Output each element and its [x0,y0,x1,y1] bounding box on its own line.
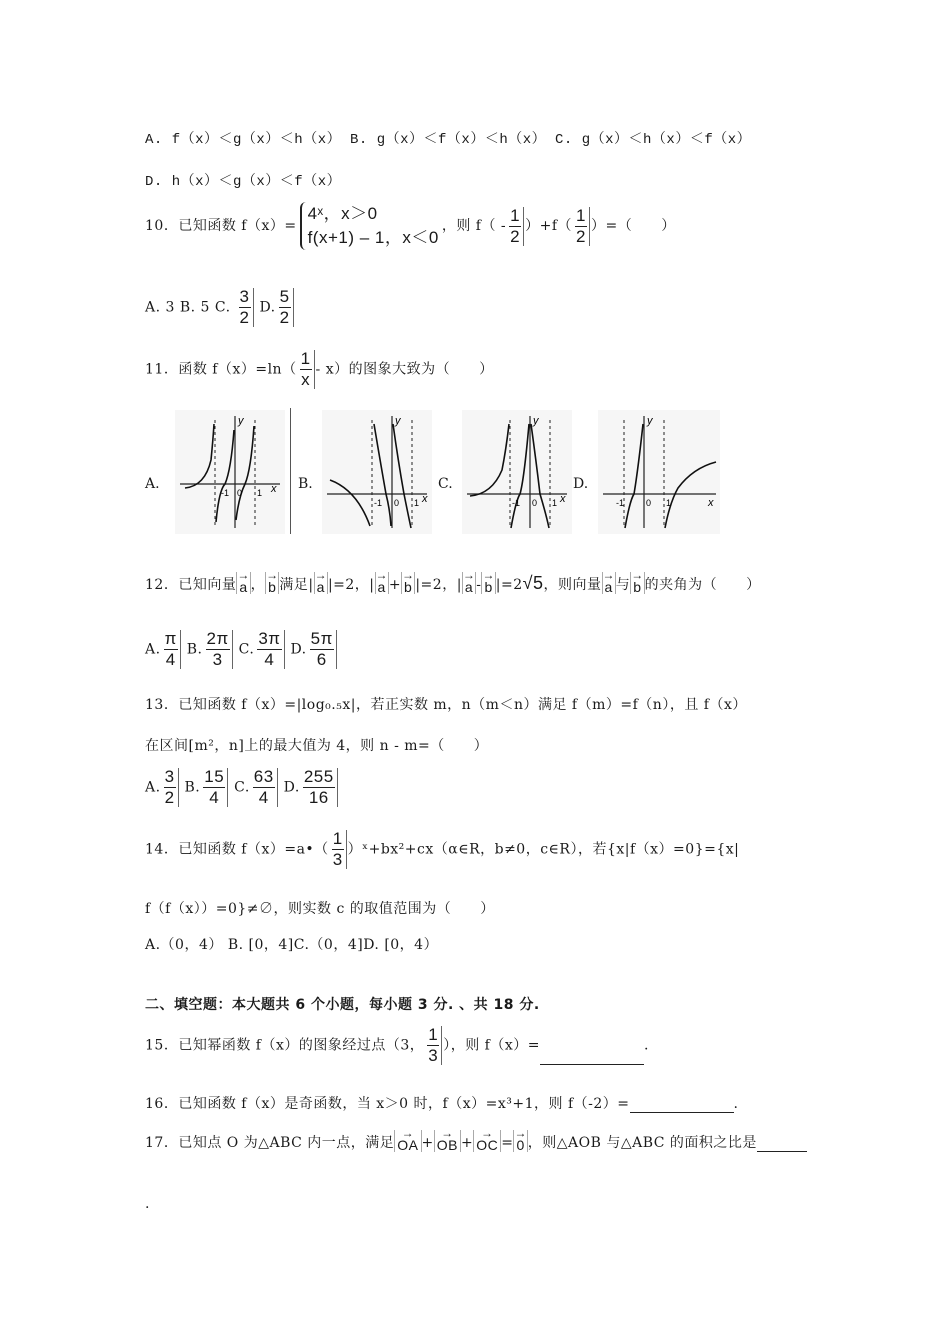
axis-y-label: y [533,415,539,427]
tick-1: 1 [257,488,263,498]
vector-a: → a [314,572,328,594]
q12-text: 与 [615,577,631,593]
frac-den: 2 [279,308,290,327]
piecewise-brace [300,202,439,250]
frac-den: 2 [164,788,175,807]
q10-prefix: 10．已知函数 f（x）= [145,218,297,234]
vector-a: → a [375,572,389,594]
frac-num: 1 [510,205,521,225]
q12-text: - [476,577,482,593]
q10-mid: ，则 f（ - [441,218,507,234]
q13-line1: 13．已知函数 f（x）=|log₀.₅x|，若正实数 m，n（m＜n）满足 f（m）=f（n），且 f（x） [145,697,747,713]
frac-num: 1 [576,205,586,225]
vector-b: → b [481,572,495,594]
frac-den: 6 [316,650,327,669]
axis-y-label: y [647,415,653,427]
option-label: B. [186,641,203,658]
q10-options [145,288,295,327]
option-label: D. [283,779,300,796]
q11-graph-b [322,410,432,534]
vector-b: → b [630,572,644,594]
vector-b: → b [401,572,415,594]
tick-neg1: -1 [512,498,521,508]
q9-options-line2: D. h（x）＜g（x）＜f（x） [145,174,342,190]
frac-den: 2 [576,226,586,246]
q13-options [145,768,339,807]
q11-graph-d [598,410,720,534]
tick-1: 1 [552,498,558,508]
axis-y-label: y [238,415,244,427]
frac-den: 4 [165,650,176,669]
q13-option-c [251,768,278,807]
q10-option-ab: A. 3 B. 5 C. [145,299,231,316]
frac-num: 3 [239,287,250,306]
q11-label-d: D. [573,476,589,492]
option-label: C. [238,641,255,658]
axis-x-label: x [560,493,566,505]
vector-a: → a [236,572,250,594]
q10-case1: 4ˣ，x＞0 [307,204,378,223]
option-label: A. [145,779,161,796]
q14-fraction [330,830,347,869]
frac-num: 15 [204,767,225,786]
frac-num: 5 [279,287,290,306]
tick-0: 0 [237,488,243,498]
q11-graph-a [175,410,285,534]
q14-suffix: ）ˣ+bx²+cx（α∈R，b≠0，c∈R），若{x|f（x）=0}={x| [347,841,740,858]
q12-question [145,572,761,594]
q11-label-c: C. [438,476,453,492]
tick-neg1: -1 [374,498,383,508]
frac-num: 3π [258,629,281,648]
q15-question [145,1026,649,1065]
option-label: C. [234,779,250,796]
q13-option-b [201,768,228,807]
tick-neg1: -1 [221,488,230,498]
q11-label-a: A. [145,476,160,492]
q14-line1 [145,830,739,869]
frac-den: 4 [258,788,269,807]
section2-heading: 二、填空题：本大题共 6 个小题，每小题 3 分. 、共 18 分. [145,997,540,1013]
frac-num: 255 [303,767,334,786]
vector-a: → a [462,572,476,594]
q12-text: ， [250,577,266,593]
q13-option-a [162,768,179,807]
frac-den: 2 [510,226,521,246]
tick-1: 1 [666,498,672,508]
tick-neg1: -1 [616,498,625,508]
q11-prefix: 11．函数 f（x）=ln（ [145,361,297,378]
q17-suffix: ，则△AOB 与△ABC 的面积之比是 [527,1135,757,1151]
frac-den: 4 [209,788,220,807]
q15-suffix: ），则 f（x）= [443,1037,540,1054]
q12-option-d [308,630,337,669]
q15-prefix: 15．已知幂函数 f（x）的图象经过点（3， [145,1037,425,1054]
q17-plus: + [421,1135,434,1151]
q16-text: 16．已知函数 f（x）是奇函数，当 x＞0 时，f（x）=x³+1，则 f（-2）= [145,1096,630,1112]
frac-num: 1 [300,349,311,368]
axis-x-label: x [271,483,277,495]
q12-text: |=2，| [327,577,375,593]
tick-1: 1 [414,498,420,508]
answer-blank[interactable] [757,1151,807,1152]
q14-options: A.（0，4） B. [0，4]C.（0，4]D. [0，4） [145,937,439,953]
frac-num: 5π [310,629,333,648]
q11-label-b: B. [298,476,313,492]
q10-option-d-label: D. [259,299,276,316]
q17-plus: + [460,1135,474,1151]
frac-den: 3 [212,650,223,669]
q11-fraction [298,350,315,389]
q10-option-d-fraction [277,288,294,327]
q13-option-d [301,768,338,807]
frac-num: 1 [428,1025,439,1044]
frac-num: 63 [253,767,274,786]
q11-question [145,350,494,389]
axis-x-label: x [422,493,428,505]
answer-blank[interactable] [630,1112,734,1113]
sqrt5: √5 [522,573,544,593]
q12-option-b [204,630,233,669]
vector-a: → a [602,572,616,594]
q12-text: 满足| [279,577,314,593]
graph-divider [290,408,291,534]
frac-den: 4 [264,650,275,669]
q10-fraction-half [573,207,590,246]
q12-text: |=2，| [415,577,462,593]
q9-options-line1: A. f（x）＜g（x）＜h（x） B. g（x）＜f（x）＜h（x） C. g（x）＜h（x）＜f（x） [145,132,752,148]
tick-0: 0 [394,498,400,508]
tick-0: 0 [532,498,538,508]
vector-ob: → OB [434,1130,461,1152]
q12-prefix: 12．已知向量 [145,577,237,593]
q10-option-c-fraction [237,288,254,327]
frac-den: 3 [332,850,343,869]
q16-end: . [733,1096,739,1112]
option-label: A. [145,641,161,658]
q14-prefix: 14．已知函数 f（x）=a•（ [145,841,329,858]
frac-num: 1 [332,829,343,848]
vector-zero: → 0 [513,1130,527,1152]
q13-line2: 在区间[m²，n]上的最大值为 4，则 n - m=（ ） [145,738,489,754]
q17-equals: = [501,1135,514,1151]
frac-num: 2π [206,629,229,648]
q10-suffix: ）=（ ） [591,218,676,234]
q11-suffix: - x）的图象大致为（ ） [315,361,494,378]
q17-end: . [145,1196,150,1212]
q17-question [145,1130,807,1152]
q12-option-a [162,630,181,669]
axis-x-label: x [708,497,714,509]
tick-0: 0 [646,498,652,508]
option-label: B. [184,779,201,796]
frac-den: x [301,370,311,389]
q15-end: . [643,1037,649,1054]
frac-den: 2 [239,308,250,327]
q12-text: + [388,577,402,593]
axis-y-label: y [395,415,401,427]
q14-line2: f（f（x））=0}≠∅，则实数 c 的取值范围为（ ） [145,901,495,917]
q10-mid2: ）+f（ [525,218,573,234]
q12-option-c [255,630,284,669]
q10-case2: f(x+1) – 1，x＜0 [307,228,439,247]
frac-num: π [164,629,177,648]
q17-prefix: 17．已知点 O 为△ABC 内一点，满足 [145,1135,395,1151]
frac-den: 3 [428,1046,439,1065]
q12-text: 的夹角为（ ） [644,577,761,593]
q12-text: |=2 [495,577,523,593]
q10-fraction-neg-half [507,207,524,246]
vector-oc: → OC [473,1130,501,1152]
q16-question [145,1093,738,1113]
q10-question [145,202,676,250]
vector-b: → b [265,572,279,594]
option-label: D. [290,641,307,658]
frac-num: 3 [164,767,175,786]
answer-blank[interactable] [540,1064,644,1065]
q11-graph-c [462,410,572,534]
q15-fraction [425,1026,442,1065]
q12-text: ，则向量 [543,577,602,593]
vector-oa: → OA [394,1130,421,1152]
frac-den: 16 [308,788,329,807]
q12-options [145,630,338,669]
